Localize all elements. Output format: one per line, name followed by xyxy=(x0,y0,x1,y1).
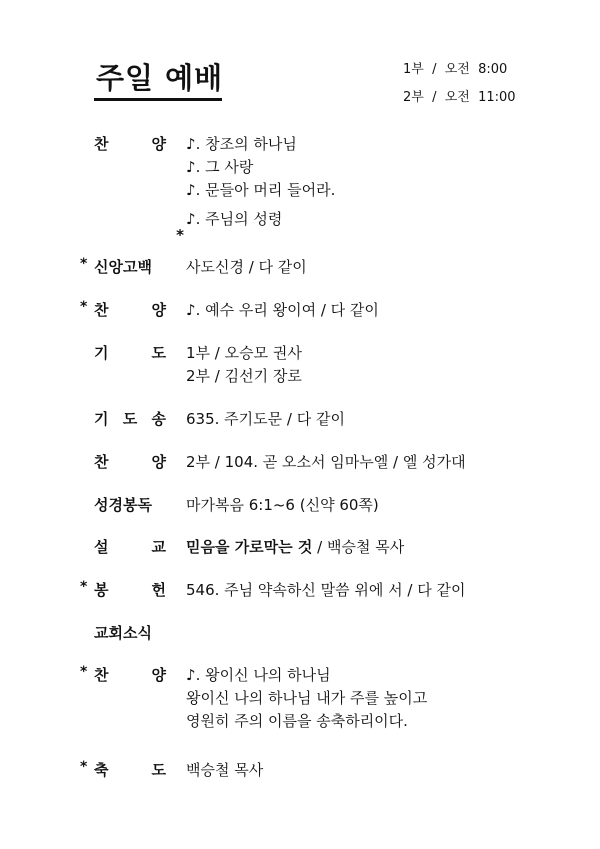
item-content xyxy=(186,536,586,559)
item-label: 찬 양 xyxy=(94,453,166,471)
item-content: 사도신경 / 다 같이 xyxy=(186,258,307,276)
item-label: 설 교 xyxy=(94,538,166,556)
item-content: 635. 주기도문 / 다 같이 xyxy=(186,410,345,428)
stand-mark: * xyxy=(176,226,184,244)
item-label: 축 도 xyxy=(94,761,166,779)
item-label: 찬 양 xyxy=(94,666,166,684)
stand-mark: * xyxy=(80,299,88,315)
item-label: 기 도 송 xyxy=(94,410,166,428)
item-content: 백승철 목사 xyxy=(186,761,264,779)
title-underline xyxy=(94,98,222,101)
sermon-title: 믿음을 가로막는 것 xyxy=(186,538,313,556)
item-label: 봉 헌 xyxy=(94,581,166,599)
item-content: ♪. 왕이신 나의 하나님 왕이신 나의 하나님 내가 주를 높이고 영원히 주의 이름을 송축하리이다. xyxy=(186,666,428,730)
item-label: 찬 양 xyxy=(94,135,166,153)
stand-mark: * xyxy=(80,759,88,775)
service-time-2: 2부 / 오전 11:00 xyxy=(403,90,516,105)
song-line: ♪. 문들아 머리 들어라. xyxy=(186,181,336,199)
item-content: 546. 주님 약속하신 말씀 위에 서 / 다 같이 xyxy=(186,581,466,599)
item-label: 교회소식 xyxy=(94,624,152,642)
song-line: ♪. 그 사랑 xyxy=(186,158,254,176)
stand-mark: * xyxy=(80,256,88,272)
item-label: 신앙고백 xyxy=(94,258,152,276)
item-content: 1부 / 오승모 권사 2부 / 김선기 장로 xyxy=(186,344,302,385)
song-line: * ♪. 주님의 성령 xyxy=(186,208,586,231)
item-content xyxy=(176,133,586,244)
item-content: 마가복음 6:1~6 (신약 60쪽) xyxy=(186,496,379,514)
page-title: 주일 예배 xyxy=(96,61,224,95)
song-line: ♪. 창조의 하나님 xyxy=(186,135,297,153)
item-content: ♪. 예수 우리 왕이여 / 다 같이 xyxy=(186,301,379,319)
stand-mark: * xyxy=(80,664,88,680)
item-label: 기 도 xyxy=(94,344,166,362)
item-label: 성경봉독 xyxy=(94,496,152,514)
stand-mark: * xyxy=(80,579,88,595)
item-content: 2부 / 104. 곧 오소서 임마누엘 / 엘 성가대 xyxy=(186,453,466,471)
preacher: / 백승철 목사 xyxy=(312,538,405,556)
service-time-1: 1부 / 오전 8:00 xyxy=(403,62,508,77)
item-label: 찬 양 xyxy=(94,301,166,319)
